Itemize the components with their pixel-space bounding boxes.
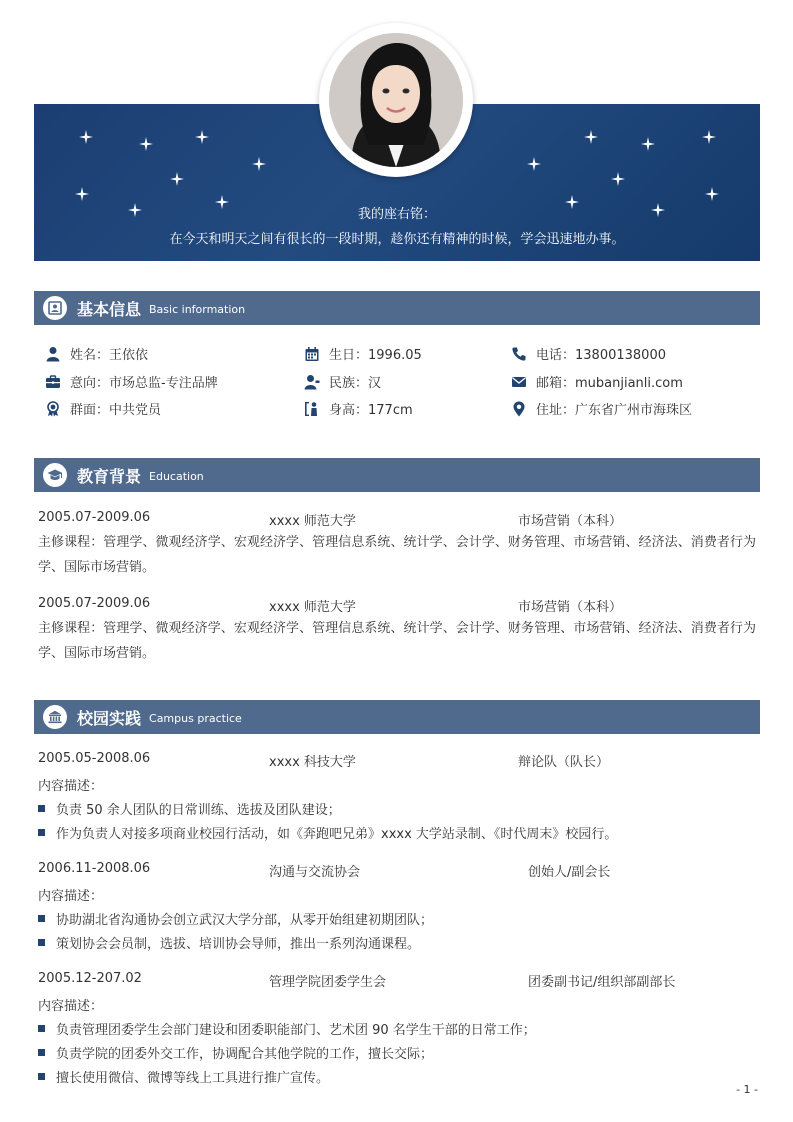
list-item: 策划协会会员制，选拔、培训协会导师，推出一系列沟通课程。 bbox=[38, 933, 420, 952]
bullet-icon bbox=[38, 829, 45, 836]
star-icon bbox=[611, 172, 625, 186]
info-height: 身高：177cm bbox=[304, 399, 413, 418]
list-item: 擅长使用微信、微博等线上工具进行推广宣传。 bbox=[38, 1067, 329, 1086]
section-basic-info bbox=[34, 291, 760, 325]
edu-date: 2005.07-2009.06 bbox=[38, 596, 151, 611]
campus-desc-label: 内容描述： bbox=[38, 889, 104, 904]
id-card-icon bbox=[43, 296, 67, 320]
bullet-icon bbox=[38, 1073, 45, 1080]
campus-desc-label: 内容描述： bbox=[38, 999, 104, 1014]
star-icon bbox=[702, 130, 716, 144]
star-icon bbox=[195, 130, 209, 144]
mail-icon bbox=[511, 374, 527, 390]
edu-courses: 主修课程：管理学、微观经济学、宏观经济学、管理信息系统、统计学、会计学、财务管理、市场营销、经济法、消费者行为学、国际市场营销。 bbox=[38, 621, 756, 661]
star-icon bbox=[527, 157, 541, 171]
section-subtitle: Basic information bbox=[149, 303, 246, 316]
edu-major: 市场营销（本科） bbox=[518, 514, 623, 529]
bullet-icon bbox=[38, 915, 45, 922]
list-item: 作为负责人对接多项商业校园行活动，如《奔跑吧兄弟》xxxx 大学站录制、《时代周末》校园行。 bbox=[38, 823, 617, 842]
info-ethnicity: 民族：汉 bbox=[304, 372, 381, 391]
page-number: - 1 - bbox=[736, 1083, 758, 1096]
graduation-cap-icon bbox=[43, 463, 67, 487]
star-icon bbox=[705, 187, 719, 201]
section-title: 教育背景 bbox=[77, 466, 142, 486]
edu-major: 市场营销（本科） bbox=[518, 600, 623, 615]
info-address: 住址：广东省广州市海珠区 bbox=[511, 399, 692, 418]
info-birthday: 生日：1996.05 bbox=[304, 344, 422, 363]
campus-date: 2005.12-207.02 bbox=[38, 971, 142, 986]
edu-school: xxxx 师范大学 bbox=[269, 600, 356, 615]
bullet-icon bbox=[38, 1025, 45, 1032]
info-email: 邮箱：mubanjianli.com bbox=[511, 372, 683, 391]
star-icon bbox=[139, 137, 153, 151]
bullet-icon bbox=[38, 1049, 45, 1056]
campus-org: 管理学院团委学生会 bbox=[269, 975, 387, 990]
briefcase-icon bbox=[45, 374, 61, 390]
bullet-icon bbox=[38, 939, 45, 946]
campus-org: 沟通与交流协会 bbox=[269, 865, 361, 880]
info-intention: 意向：市场总监-专注品牌 bbox=[45, 372, 218, 391]
campus-role: 创始人/副会长 bbox=[528, 865, 611, 880]
section-education bbox=[34, 458, 760, 492]
section-title: 校园实践 bbox=[77, 708, 142, 728]
list-item: 协助湖北省沟通协会创立武汉大学分部，从零开始组建初期团队； bbox=[38, 909, 433, 928]
height-icon bbox=[304, 401, 320, 417]
campus-date: 2005.05-2008.06 bbox=[38, 751, 151, 766]
star-icon bbox=[170, 172, 184, 186]
location-icon bbox=[511, 401, 527, 417]
edu-school: xxxx 师范大学 bbox=[269, 514, 356, 529]
section-subtitle: Education bbox=[149, 470, 204, 483]
campus-role: 团委副书记/组织部副部长 bbox=[528, 975, 676, 990]
campus-org: xxxx 科技大学 bbox=[269, 755, 356, 770]
motto-text: 在今天和明天之间有很长的一段时期，趁你还有精神的时候，学会迅速地办事。 bbox=[169, 232, 625, 247]
info-name: 姓名：王依依 bbox=[45, 344, 148, 363]
section-title: 基本信息 bbox=[77, 299, 142, 319]
phone-icon bbox=[511, 346, 527, 362]
list-item: 负责 50 余人团队的日常训练、选拔及团队建设； bbox=[38, 799, 341, 818]
calendar-icon bbox=[304, 346, 320, 362]
avatar bbox=[329, 33, 463, 167]
institution-icon bbox=[43, 705, 67, 729]
star-icon bbox=[584, 130, 598, 144]
info-political: 群面：中共党员 bbox=[45, 399, 161, 418]
user-ethnicity-icon bbox=[304, 374, 320, 390]
campus-role: 辩论队（队长） bbox=[518, 755, 610, 770]
star-icon bbox=[79, 130, 93, 144]
star-icon bbox=[252, 157, 266, 171]
section-subtitle: Campus practice bbox=[149, 712, 242, 725]
motto-title: 我的座右铭： bbox=[357, 207, 436, 222]
star-icon bbox=[641, 137, 655, 151]
section-campus-practice bbox=[34, 700, 760, 734]
campus-date: 2006.11-2008.06 bbox=[38, 861, 151, 876]
person-icon bbox=[45, 346, 61, 362]
list-item: 负责学院的团委外交工作，协调配合其他学院的工作，擅长交际； bbox=[38, 1043, 433, 1062]
badge-icon bbox=[45, 401, 61, 417]
info-phone: 电话：13800138000 bbox=[511, 344, 666, 363]
campus-desc-label: 内容描述： bbox=[38, 779, 104, 794]
edu-courses: 主修课程：管理学、微观经济学、宏观经济学、管理信息系统、统计学、会计学、财务管理、市场营销、经济法、消费者行为学、国际市场营销。 bbox=[38, 535, 756, 575]
list-item: 负责管理团委学生会部门建设和团委职能部门、艺术团 90 名学生干部的日常工作； bbox=[38, 1019, 536, 1038]
star-icon bbox=[75, 187, 89, 201]
edu-date: 2005.07-2009.06 bbox=[38, 510, 151, 525]
bullet-icon bbox=[38, 805, 45, 812]
